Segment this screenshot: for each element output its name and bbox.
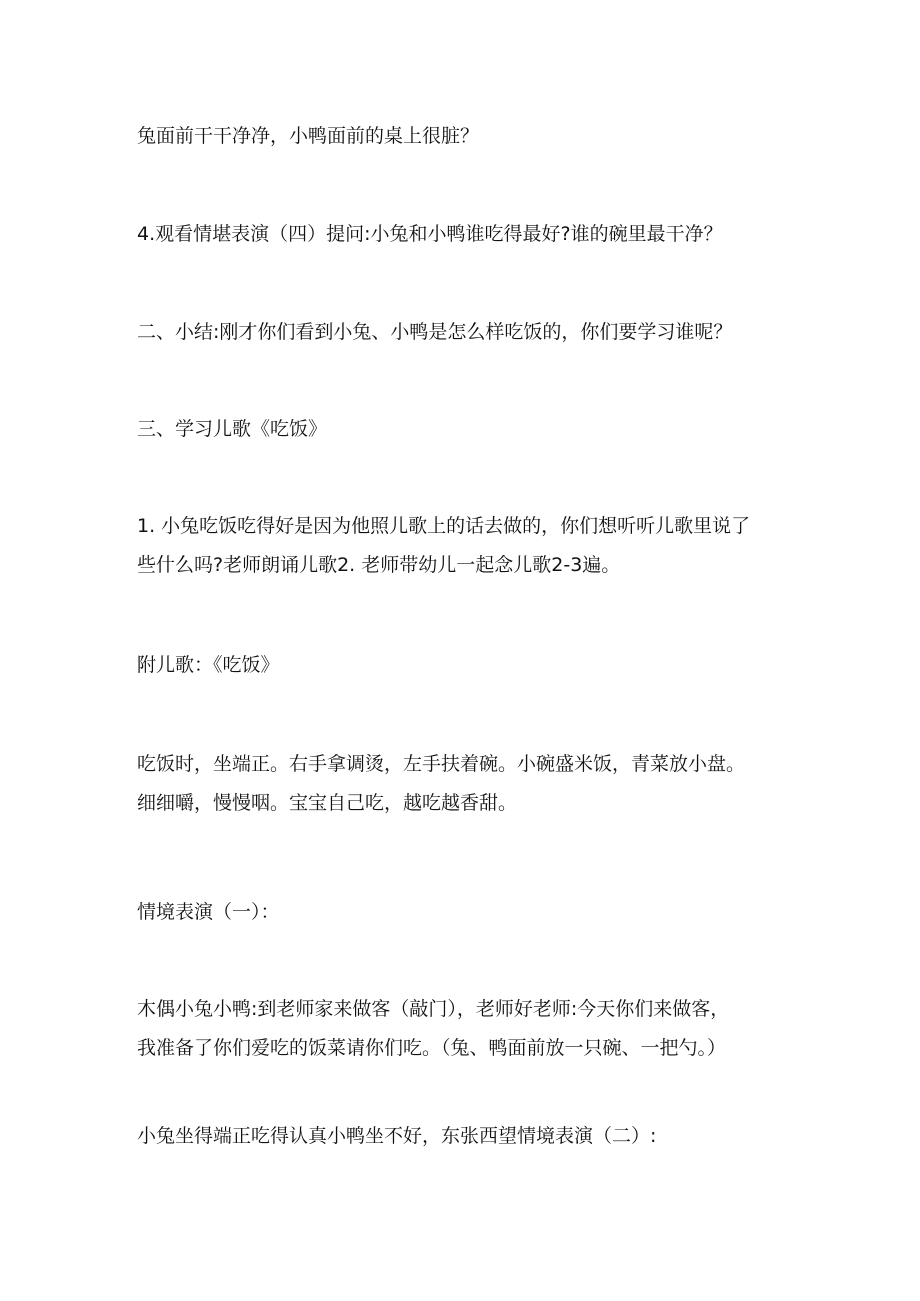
text-line: 情境表演（一）： — [137, 901, 280, 923]
paragraph-1 — [137, 117, 797, 156]
text-line: 4.观看情堪表演（四）提问:小兔和小鸭谁吃得最好?谁的碗里最干净？ — [137, 223, 723, 245]
paragraph-5 — [137, 507, 797, 585]
text-line: 小兔坐得端正吃得认真小鸭坐不好，东张西望情境表演（二）: — [137, 1125, 657, 1147]
text-line: 细细嚼，慢慢咽。宝宝自己吃，越吃越香甜。 — [137, 792, 518, 814]
text-line: 些什么吗?老师朗诵儿歌2. 老师带幼儿一起念儿歌2-3遍。 — [137, 554, 621, 576]
text-line: 我准备了你们爱吃的饭菜请你们吃。（兔、鸭面前放一只碗、一把勺。） — [137, 1037, 727, 1059]
paragraph-3 — [137, 313, 797, 352]
paragraph-8 — [137, 893, 797, 932]
text-line: 木偶小兔小鸭:到老师家来做客（敲门），老师好老师:今天你们来做客， — [137, 998, 730, 1020]
text-line: 附儿歌：《吃饭》 — [137, 654, 280, 676]
paragraph-7 — [137, 745, 797, 823]
text-line: 1. 小兔吃饭吃得好是因为他照儿歌上的话去做的，你们想听听儿歌里说了 — [137, 515, 751, 537]
text-line: 三、学习儿歌《吃饭》 — [137, 418, 328, 440]
section-heading — [137, 410, 797, 449]
text-line: 吃饭时，坐端正。右手拿调烫，左手扶着碗。小碗盛米饭，青菜放小盘。 — [137, 753, 746, 775]
paragraph-2 — [137, 215, 797, 254]
paragraph-6 — [137, 646, 797, 685]
text-line: 兔面前干干净净，小鸭面前的桌上很脏？ — [137, 125, 480, 147]
paragraph-10 — [137, 1117, 797, 1156]
text-line: 二、小结:刚才你们看到小兔、小鸭是怎么样吃饭的，你们要学习谁呢？ — [137, 321, 733, 343]
paragraph-9 — [137, 990, 797, 1068]
